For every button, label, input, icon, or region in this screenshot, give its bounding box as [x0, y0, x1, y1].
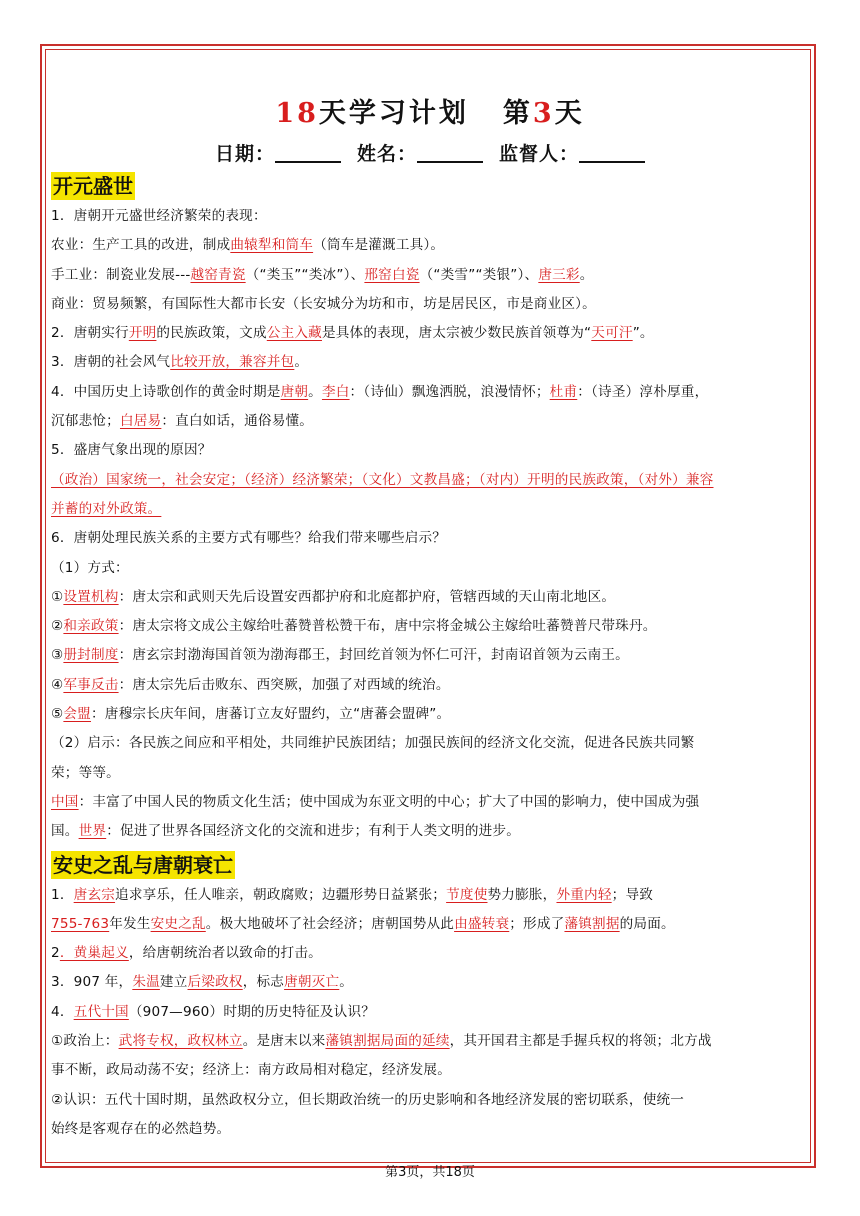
line-1: 1．唐朝开元盛世经济繁荣的表现：: [51, 208, 267, 224]
m-line-3: 2．黄巢起义，给唐朝统治者以致命的打击。: [51, 945, 322, 962]
name-label: 姓名：: [356, 143, 417, 165]
title-plan-text: 天学习计划: [318, 98, 469, 129]
line-4-cont: 沉郁悲怆；白居易：直白如话，通俗易懂。: [51, 413, 314, 430]
title-day-suffix: 天: [554, 98, 585, 129]
m-line-2: 755-763年发生安史之乱。极大地破坏了社会经济；唐朝国势从此由盛转衰；形成了藩镇割据的局面。: [51, 915, 675, 932]
section-heading-kaiyuan: 开元盛世: [53, 174, 133, 198]
method-3: ③册封制度：唐玄宗封渤海国首领为渤海郡王，封回纥首领为怀仁可汗，封南诏首领为云南王。: [51, 647, 629, 664]
supervisor-blank: [579, 143, 645, 163]
title-days-number: 18: [275, 98, 319, 129]
document-body: [51, 96, 809, 1144]
page-title: [51, 96, 809, 132]
line-4: 4．中国历史上诗歌创作的黄金时期是唐朝。李白：（诗仙）飘逸洒脱，浪漫情怀；杜甫：（诗圣）淳朴厚重，: [51, 383, 709, 400]
name-blank: [417, 143, 483, 163]
section-heading-anshi: 安史之乱与唐朝衰亡: [53, 852, 233, 877]
method-5: ⑤会盟：唐穆宗长庆年间，唐蕃订立友好盟约，立“唐蕃会盟碑”。: [51, 706, 451, 723]
method-2: ②和亲政策：唐太宗将文成公主嫁给吐蕃赞普松赞干布，唐中宗将金城公主嫁给吐蕃赞普尺带珠丹。: [51, 618, 657, 635]
impact-world: 国。世界：促进了世界各国经济文化的交流和进步；有利于人类文明的进步。: [51, 823, 520, 840]
line-5-answer: （政治）国家统一，社会安定；（经济）经济繁荣；（文化）文教昌盛；（对内）开明的民族政策，（对外）兼容: [51, 471, 714, 488]
title-day-number: 3: [532, 98, 555, 129]
m-line-1: 1．唐玄宗追求享乐，任人唯亲，朝政腐败；边疆形势日益紧张；节度使势力膨胀，外重内轻；导致: [51, 886, 654, 903]
title-day-prefix: 第: [502, 98, 533, 129]
line-handicraft: 手工业：制瓷业发展---越窑青瓷（“类玉”“类冰”）、邢窑白瓷（“类雪”“类银”）、唐三彩。: [51, 266, 594, 283]
page-footer: 第3页，共18页: [385, 1165, 475, 1180]
line-6: 6．唐朝处理民族关系的主要方式有哪些？给我们带来哪些启示？: [51, 530, 447, 547]
m-line-5: 4．五代十国（907—960）时期的历史特征及认识？: [51, 1003, 376, 1020]
line-agriculture: 农业：生产工具的改进，制成曲辕犁和筒车（筒车是灌溉工具）。: [51, 237, 445, 254]
line-2: 2．唐朝实行开明的民族政策，文成公主入藏是具体的表现，唐太宗被少数民族首领尊为“天可汗”。: [51, 325, 654, 342]
m-line-7: 事不断，政局动荡不安；经济上：南方政局相对稳定，经济发展。: [51, 1062, 452, 1079]
impact-china: 中国：丰富了中国人民的物质文化生活；使中国成为东亚文明的中心；扩大了中国的影响力，使中国成为强: [51, 793, 700, 810]
line-commerce: 商业：贸易频繁，有国际性大都市长安（长安城分为坊和市，坊是居民区，市是商业区）。: [51, 295, 596, 312]
date-label: 日期：: [214, 143, 275, 165]
m-line-8: ②认识：五代十国时期，虽然政权分立，但长期政治统一的历史影响和各地经济发展的密切联系，使统一: [51, 1091, 685, 1108]
m-line-6: ①政治上：武将专权，政权林立。是唐末以来藩镇割据局面的延续，其开国君主都是手握兵权的将领；北方战: [51, 1033, 712, 1050]
supervisor-label: 监督人：: [499, 143, 580, 165]
line-5: 5．盛唐气象出现的原因？: [51, 442, 212, 459]
method-1: ①设置机构：唐太宗和武则天先后设置安西都护府和北庭都护府，管辖西域的天山南北地区。: [51, 588, 616, 605]
line-3: 3．唐朝的社会风气比较开放，兼容并包。: [51, 354, 309, 371]
m-line-4: 3．907 年，朱温建立后梁政权，标志唐朝灭亡。: [51, 974, 354, 991]
info-fields: [51, 140, 809, 168]
date-blank: [275, 143, 341, 163]
line-6-insight: （2）启示：各民族之间应和平相处，共同维护民族团结；加强民族间的经济文化交流，促进各民族共同繁: [51, 735, 695, 752]
m-line-9: 始终是客观存在的必然趋势。: [51, 1120, 231, 1137]
method-4: ④军事反击：唐太宗先后击败东、西突厥，加强了对西域的统治。: [51, 676, 450, 693]
line-6-insight-cont: 荣；等等。: [51, 764, 120, 781]
line-6-methods: （1）方式：: [51, 559, 129, 576]
line-5-answer-cont: 并蓄的对外政策。: [51, 500, 162, 517]
